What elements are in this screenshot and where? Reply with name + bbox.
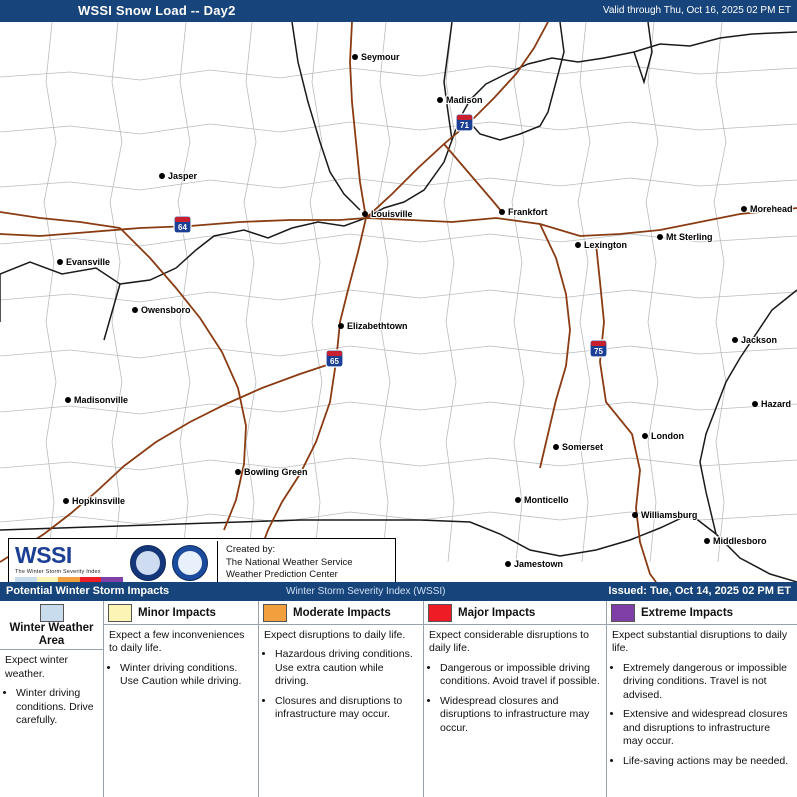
city-dot bbox=[57, 259, 63, 265]
legend-body bbox=[424, 625, 606, 735]
legend-bullet: • Life-saving actions may be needed. bbox=[623, 755, 792, 768]
org-line-2: Weather Prediction Center bbox=[226, 569, 338, 581]
legend-bullet: • Extremely dangerous or impossible driving conditions. Travel is not advised. bbox=[623, 662, 792, 702]
legend-body bbox=[0, 650, 103, 727]
city-label: Middlesboro bbox=[713, 536, 767, 546]
shield-65 bbox=[326, 350, 343, 367]
legend-column bbox=[104, 601, 259, 797]
legend-bullet-list bbox=[429, 662, 601, 735]
legend-bullet: • Hazardous driving conditions. Use extra caution while driving. bbox=[275, 648, 418, 688]
city-marker bbox=[505, 559, 563, 569]
city-marker bbox=[65, 395, 128, 405]
legend-column bbox=[607, 601, 797, 797]
city-dot bbox=[437, 97, 443, 103]
city-dot bbox=[65, 397, 71, 403]
city-marker bbox=[704, 536, 767, 546]
city-dot bbox=[362, 211, 368, 217]
created-by-label: Created by: bbox=[226, 543, 276, 555]
city-dot bbox=[338, 323, 344, 329]
impacts-title: Potential Winter Storm Impacts bbox=[6, 585, 170, 597]
legend-bullet-list bbox=[612, 662, 792, 768]
city-marker bbox=[657, 232, 713, 242]
legend-paragraph: Expect disruptions to daily life. bbox=[264, 629, 406, 641]
city-label: Somerset bbox=[562, 442, 604, 452]
legend-title: Winter Weather Area bbox=[9, 622, 94, 647]
legend-header bbox=[259, 601, 423, 625]
legend-color-swatch bbox=[40, 604, 64, 622]
legend-header bbox=[104, 601, 258, 625]
city-label: Hopkinsville bbox=[72, 496, 126, 506]
legend-color-swatch bbox=[263, 604, 287, 622]
city-label: Jasper bbox=[168, 171, 198, 181]
city-marker bbox=[235, 467, 308, 477]
legend-color-swatch bbox=[428, 604, 452, 622]
city-dot bbox=[515, 497, 521, 503]
city-label: Owensboro bbox=[141, 305, 191, 315]
impacts-header-bar bbox=[0, 582, 797, 601]
city-marker bbox=[515, 495, 569, 505]
legend-bullet: • Winter driving conditions. Use Caution while driving. bbox=[120, 662, 253, 689]
legend-paragraph: Expect considerable disruptions to daily life. bbox=[429, 629, 589, 655]
legend-bullet-list bbox=[5, 687, 98, 727]
legend-title: Moderate Impacts bbox=[293, 606, 391, 619]
legend-body bbox=[104, 625, 258, 689]
legend-paragraph: Expect a few inconveniences to daily life. bbox=[109, 629, 245, 655]
city-label: Hazard bbox=[761, 399, 792, 409]
city-label: Mt Sterling bbox=[666, 232, 713, 242]
map-svg bbox=[0, 22, 797, 582]
city-label: Bowling Green bbox=[244, 467, 308, 477]
city-marker bbox=[338, 321, 408, 331]
city-label: Louisville bbox=[371, 209, 413, 219]
legend-title: Major Impacts bbox=[458, 606, 536, 619]
legend-bullet: • Extensive and widespread closures and disruptions to infrastructure may occur. bbox=[623, 708, 792, 748]
legend-color-swatch bbox=[108, 604, 132, 622]
legend-header bbox=[0, 601, 103, 650]
city-dot bbox=[657, 234, 663, 240]
legend-body bbox=[607, 625, 797, 768]
legend-bullet-list bbox=[109, 662, 253, 689]
city-dot bbox=[505, 561, 511, 567]
city-dot bbox=[352, 54, 358, 60]
city-dot bbox=[235, 469, 241, 475]
legend-column bbox=[424, 601, 607, 797]
title-bar bbox=[0, 0, 797, 22]
city-label: Frankfort bbox=[508, 207, 548, 217]
legend-column bbox=[259, 601, 424, 797]
city-marker bbox=[132, 305, 191, 315]
city-label: Seymour bbox=[361, 52, 400, 62]
city-marker bbox=[632, 510, 697, 520]
svg-text:64: 64 bbox=[178, 223, 187, 232]
svg-text:75: 75 bbox=[594, 347, 603, 356]
legend-title: Extreme Impacts bbox=[641, 606, 734, 619]
legend-bullet: • Closures and disruptions to infrastructure may occur. bbox=[275, 695, 418, 722]
city-label: Lexington bbox=[584, 240, 627, 250]
city-label: Madisonville bbox=[74, 395, 129, 405]
legend-bullet: • Dangerous or impossible driving conditions. Avoid travel if possible. bbox=[440, 662, 601, 689]
city-marker bbox=[63, 496, 125, 506]
wssi-full-name: Winter Storm Severity Index (WSSI) bbox=[286, 586, 446, 597]
noaa-seal-icon bbox=[172, 545, 208, 581]
issued-text: Issued: Tue, Oct 14, 2025 02 PM ET bbox=[608, 585, 791, 597]
city-dot bbox=[642, 433, 648, 439]
legend-header bbox=[607, 601, 797, 625]
legend-title: Minor Impacts bbox=[138, 606, 216, 619]
svg-text:65: 65 bbox=[330, 357, 339, 366]
legend-paragraph: Expect substantial disruptions to daily life. bbox=[612, 629, 788, 655]
credit-block bbox=[217, 541, 353, 583]
city-dot bbox=[752, 401, 758, 407]
city-dot bbox=[553, 444, 559, 450]
legend-bullet: • Widespread closures and disruptions to infrastructure may occur. bbox=[440, 695, 601, 735]
city-label: Evansville bbox=[66, 257, 111, 267]
city-dot bbox=[499, 209, 505, 215]
city-dot bbox=[704, 538, 710, 544]
svg-text:71: 71 bbox=[460, 121, 469, 130]
city-label: Jamestown bbox=[514, 559, 564, 569]
valid-through-text: Valid through Thu, Oct 16, 2025 02 PM ET bbox=[602, 5, 791, 16]
wssi-logo-box bbox=[8, 538, 396, 583]
city-dot bbox=[63, 498, 69, 504]
legend-color-swatch bbox=[611, 604, 635, 622]
city-label: London bbox=[651, 431, 684, 441]
city-dot bbox=[632, 512, 638, 518]
city-dot bbox=[159, 173, 165, 179]
map-canvas[interactable] bbox=[0, 22, 797, 583]
city-dot bbox=[575, 242, 581, 248]
wssi-subtitle: The Winter Storm Severity Index bbox=[15, 569, 101, 575]
wssi-wordmark bbox=[9, 544, 127, 582]
org-line-1: The National Weather Service bbox=[226, 556, 353, 568]
city-dot bbox=[741, 206, 747, 212]
city-label: Elizabethtown bbox=[347, 321, 408, 331]
shield-75 bbox=[590, 340, 607, 357]
legend-column bbox=[0, 601, 104, 797]
page-title: WSSI Snow Load -- Day2 bbox=[78, 3, 236, 18]
wssi-text: WSSI bbox=[15, 542, 72, 568]
city-label: Jackson bbox=[741, 335, 778, 345]
nws-seal-icon bbox=[130, 545, 166, 581]
legend-paragraph: Expect winter weather. bbox=[5, 654, 69, 680]
legend-bullet: • Winter driving conditions. Drive carefully. bbox=[16, 687, 98, 727]
city-label: Williamsburg bbox=[641, 510, 698, 520]
city-label: Monticello bbox=[524, 495, 569, 505]
city-dot bbox=[132, 307, 138, 313]
legend-body bbox=[259, 625, 423, 722]
city-label: Madison bbox=[446, 95, 483, 105]
impacts-legend bbox=[0, 601, 797, 797]
legend-bullet-list bbox=[264, 648, 418, 721]
city-label: Morehead bbox=[750, 204, 793, 214]
city-dot bbox=[732, 337, 738, 343]
shield-64 bbox=[174, 216, 191, 233]
legend-header bbox=[424, 601, 606, 625]
shield-71 bbox=[456, 114, 473, 131]
